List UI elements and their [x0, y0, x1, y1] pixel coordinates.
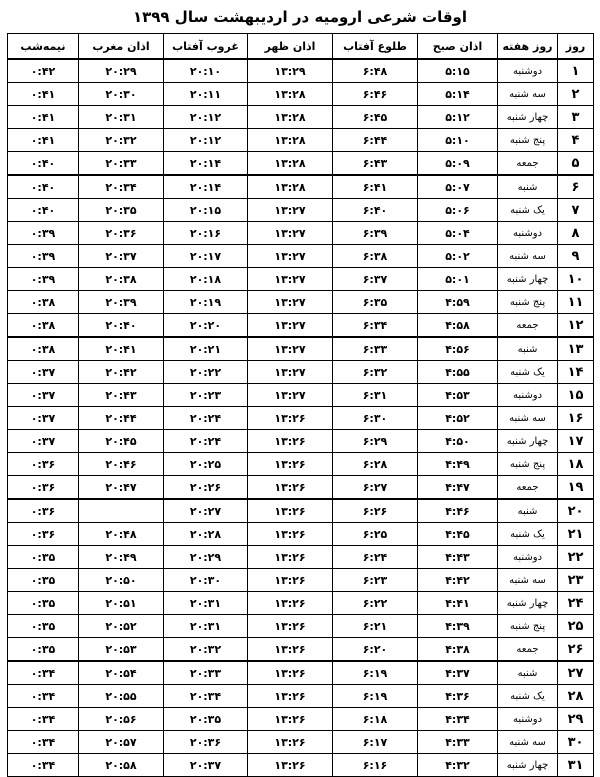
cell-sunset: ۲۰:۱۸ [164, 268, 248, 291]
cell-fajr: ۴:۵۶ [418, 337, 498, 361]
cell-sunrise: ۶:۲۰ [333, 638, 418, 662]
cell-maghrib: ۲۰:۴۲ [79, 361, 164, 384]
cell-dhuhr: ۱۳:۲۸ [248, 83, 333, 106]
cell-sunset: ۲۰:۲۸ [164, 523, 248, 546]
cell-sunset: ۲۰:۱۴ [164, 152, 248, 176]
cell-sunrise: ۶:۴۶ [333, 83, 418, 106]
cell-sunset: ۲۰:۱۱ [164, 83, 248, 106]
cell-day: ۲۴ [558, 592, 594, 615]
cell-sunset: ۲۰:۱۵ [164, 199, 248, 222]
cell-maghrib: ۲۰:۴۶ [79, 453, 164, 476]
header-row [8, 34, 594, 60]
cell-maghrib: ۲۰:۳۱ [79, 106, 164, 129]
table-row [8, 83, 594, 106]
cell-dhuhr: ۱۳:۲۶ [248, 731, 333, 754]
cell-midnight: ۰:۳۷ [8, 430, 79, 453]
table-row [8, 384, 594, 407]
cell-day: ۱۵ [558, 384, 594, 407]
cell-weekday: پنج شنبه [498, 615, 558, 638]
cell-maghrib: ۲۰:۵۵ [79, 685, 164, 708]
header-sunset: غروب آفتاب [164, 34, 248, 60]
table-row [8, 407, 594, 430]
cell-dhuhr: ۱۳:۲۷ [248, 268, 333, 291]
cell-sunset: ۲۰:۱۲ [164, 106, 248, 129]
cell-midnight: ۰:۳۹ [8, 268, 79, 291]
cell-sunset: ۲۰:۱۷ [164, 245, 248, 268]
cell-sunset: ۲۰:۲۴ [164, 407, 248, 430]
cell-sunrise: ۶:۳۴ [333, 314, 418, 338]
cell-midnight: ۰:۳۴ [8, 661, 79, 685]
cell-weekday: شنبه [498, 337, 558, 361]
table-row [8, 661, 594, 685]
cell-fajr: ۴:۴۹ [418, 453, 498, 476]
cell-dhuhr: ۱۳:۲۶ [248, 499, 333, 523]
cell-dhuhr: ۱۳:۲۶ [248, 546, 333, 569]
cell-maghrib: ۲۰:۴۵ [79, 430, 164, 453]
table-row [8, 59, 594, 83]
cell-fajr: ۴:۴۷ [418, 476, 498, 500]
cell-sunrise: ۶:۳۱ [333, 384, 418, 407]
cell-sunrise: ۶:۴۱ [333, 175, 418, 199]
table-row [8, 569, 594, 592]
cell-maghrib: ۲۰:۳۴ [79, 175, 164, 199]
cell-fajr: ۵:۰۶ [418, 199, 498, 222]
cell-weekday: جمعه [498, 152, 558, 176]
cell-sunrise: ۶:۲۸ [333, 453, 418, 476]
cell-midnight: ۰:۳۵ [8, 592, 79, 615]
cell-sunset: ۲۰:۳۵ [164, 708, 248, 731]
cell-maghrib: ۲۰:۵۱ [79, 592, 164, 615]
cell-sunrise: ۶:۴۴ [333, 129, 418, 152]
cell-midnight: ۰:۳۹ [8, 245, 79, 268]
header-dhuhr: اذان ظهر [248, 34, 333, 60]
table-row [8, 314, 594, 338]
cell-dhuhr: ۱۳:۲۷ [248, 245, 333, 268]
cell-sunset: ۲۰:۳۳ [164, 661, 248, 685]
cell-sunrise: ۶:۲۴ [333, 546, 418, 569]
cell-day: ۵ [558, 152, 594, 176]
cell-fajr: ۴:۴۵ [418, 523, 498, 546]
cell-day: ۸ [558, 222, 594, 245]
cell-day: ۲۱ [558, 523, 594, 546]
cell-maghrib: ۲۰:۴۴ [79, 407, 164, 430]
cell-midnight: ۰:۳۸ [8, 291, 79, 314]
cell-maghrib: ۲۰:۳۳ [79, 152, 164, 176]
cell-sunset: ۲۰:۲۶ [164, 476, 248, 500]
cell-weekday: پنج شنبه [498, 291, 558, 314]
cell-maghrib: ۲۰:۳۲ [79, 129, 164, 152]
cell-dhuhr: ۱۳:۲۹ [248, 59, 333, 83]
cell-sunset: ۲۰:۱۰ [164, 59, 248, 83]
cell-day: ۲۶ [558, 638, 594, 662]
cell-midnight: ۰:۳۴ [8, 731, 79, 754]
cell-maghrib: ۲۰:۵۶ [79, 708, 164, 731]
cell-day: ۲۵ [558, 615, 594, 638]
cell-midnight: ۰:۳۴ [8, 754, 79, 777]
cell-day: ۲۷ [558, 661, 594, 685]
cell-fajr: ۵:۱۵ [418, 59, 498, 83]
table-row [8, 754, 594, 777]
table-row [8, 592, 594, 615]
table-row [8, 361, 594, 384]
table-row [8, 222, 594, 245]
cell-maghrib: ۲۰:۴۸ [79, 523, 164, 546]
cell-maghrib: ۲۰:۳۹ [79, 291, 164, 314]
cell-sunset: ۲۰:۳۲ [164, 638, 248, 662]
cell-day: ۱۷ [558, 430, 594, 453]
table-row [8, 175, 594, 199]
header-weekday: روز هفته [498, 34, 558, 60]
page-title: اوقات شرعی ارومیه در اردیبهشت سال ۱۳۹۹ [132, 8, 468, 26]
cell-midnight: ۰:۳۵ [8, 569, 79, 592]
cell-weekday: سه شنبه [498, 407, 558, 430]
cell-weekday: جمعه [498, 314, 558, 338]
cell-day: ۱۹ [558, 476, 594, 500]
cell-dhuhr: ۱۳:۲۶ [248, 661, 333, 685]
cell-fajr: ۴:۳۷ [418, 661, 498, 685]
cell-maghrib: ۲۰:۳۷ [79, 245, 164, 268]
header-sunrise: طلوع آفتاب [333, 34, 418, 60]
cell-dhuhr: ۱۳:۲۶ [248, 569, 333, 592]
cell-sunrise: ۶:۳۷ [333, 268, 418, 291]
table-row [8, 268, 594, 291]
cell-sunset: ۲۰:۲۰ [164, 314, 248, 338]
table-row [8, 638, 594, 662]
table-row [8, 129, 594, 152]
cell-fajr: ۵:۰۱ [418, 268, 498, 291]
cell-maghrib: ۲۰:۴۰ [79, 314, 164, 338]
cell-maghrib: ۲۰:۵۴ [79, 661, 164, 685]
cell-fajr: ۵:۱۰ [418, 129, 498, 152]
table-row [8, 476, 594, 500]
table-row [8, 546, 594, 569]
cell-day: ۳۱ [558, 754, 594, 777]
cell-sunrise: ۶:۱۶ [333, 754, 418, 777]
cell-sunrise: ۶:۴۸ [333, 59, 418, 83]
cell-fajr: ۴:۳۲ [418, 754, 498, 777]
cell-fajr: ۴:۳۳ [418, 731, 498, 754]
cell-dhuhr: ۱۳:۲۶ [248, 708, 333, 731]
cell-sunrise: ۶:۳۵ [333, 291, 418, 314]
cell-sunset: ۲۰:۲۵ [164, 453, 248, 476]
cell-day: ۱۱ [558, 291, 594, 314]
prayer-times-table [7, 33, 594, 777]
cell-midnight: ۰:۴۱ [8, 83, 79, 106]
cell-sunrise: ۶:۳۳ [333, 337, 418, 361]
cell-sunset: ۲۰:۳۱ [164, 615, 248, 638]
cell-day: ۲۰ [558, 499, 594, 523]
cell-sunrise: ۶:۳۸ [333, 245, 418, 268]
cell-sunset: ۲۰:۳۶ [164, 731, 248, 754]
cell-weekday: چهار شنبه [498, 592, 558, 615]
cell-fajr: ۵:۱۴ [418, 83, 498, 106]
cell-midnight: ۰:۳۷ [8, 407, 79, 430]
cell-weekday: شنبه [498, 661, 558, 685]
cell-day: ۱۶ [558, 407, 594, 430]
cell-day: ۳۰ [558, 731, 594, 754]
cell-weekday: سه شنبه [498, 731, 558, 754]
table-row [8, 337, 594, 361]
cell-fajr: ۴:۴۳ [418, 546, 498, 569]
cell-sunrise: ۶:۱۹ [333, 661, 418, 685]
table-row [8, 615, 594, 638]
cell-sunset: ۲۰:۱۲ [164, 129, 248, 152]
cell-midnight: ۰:۳۵ [8, 546, 79, 569]
cell-dhuhr: ۱۳:۲۷ [248, 361, 333, 384]
cell-sunset: ۲۰:۳۴ [164, 685, 248, 708]
cell-fajr: ۵:۰۲ [418, 245, 498, 268]
cell-maghrib: ۲۰:۴۹ [79, 546, 164, 569]
cell-dhuhr: ۱۳:۲۷ [248, 199, 333, 222]
cell-sunset: ۲۰:۲۲ [164, 361, 248, 384]
cell-day: ۱۸ [558, 453, 594, 476]
cell-dhuhr: ۱۳:۲۸ [248, 152, 333, 176]
cell-fajr: ۴:۴۲ [418, 569, 498, 592]
cell-dhuhr: ۱۳:۲۶ [248, 615, 333, 638]
cell-fajr: ۴:۳۴ [418, 708, 498, 731]
cell-maghrib: ۲۰:۳۵ [79, 199, 164, 222]
cell-sunrise: ۶:۱۹ [333, 685, 418, 708]
header-midnight: نیمه‌شب [8, 34, 79, 60]
cell-day: ۹ [558, 245, 594, 268]
cell-day: ۱ [558, 59, 594, 83]
cell-midnight: ۰:۳۶ [8, 476, 79, 500]
cell-weekday: پنج شنبه [498, 129, 558, 152]
cell-sunrise: ۶:۴۰ [333, 199, 418, 222]
cell-maghrib: ۲۰:۴۷ [79, 476, 164, 500]
cell-weekday: شنبه [498, 499, 558, 523]
cell-weekday: پنج شنبه [498, 453, 558, 476]
cell-day: ۱۴ [558, 361, 594, 384]
cell-day: ۲۹ [558, 708, 594, 731]
cell-midnight: ۰:۴۰ [8, 152, 79, 176]
cell-midnight: ۰:۴۲ [8, 59, 79, 83]
cell-midnight: ۰:۳۴ [8, 685, 79, 708]
cell-maghrib: ۲۰:۵۸ [79, 754, 164, 777]
cell-fajr: ۵:۰۷ [418, 175, 498, 199]
cell-dhuhr: ۱۳:۲۶ [248, 638, 333, 662]
cell-midnight: ۰:۳۵ [8, 615, 79, 638]
cell-fajr: ۴:۵۵ [418, 361, 498, 384]
cell-maghrib: ۲۰:۲۹ [79, 59, 164, 83]
table-row [8, 245, 594, 268]
cell-weekday: دوشنبه [498, 222, 558, 245]
table-row [8, 291, 594, 314]
cell-sunrise: ۶:۳۲ [333, 361, 418, 384]
cell-sunrise: ۶:۲۷ [333, 476, 418, 500]
cell-day: ۲۲ [558, 546, 594, 569]
header-fajr: اذان صبح [418, 34, 498, 60]
cell-day: ۲ [558, 83, 594, 106]
cell-weekday: یک شنبه [498, 523, 558, 546]
cell-fajr: ۵:۰۹ [418, 152, 498, 176]
cell-weekday: چهار شنبه [498, 430, 558, 453]
cell-dhuhr: ۱۳:۲۶ [248, 592, 333, 615]
cell-sunrise: ۶:۲۹ [333, 430, 418, 453]
cell-fajr: ۴:۵۲ [418, 407, 498, 430]
cell-fajr: ۴:۳۹ [418, 615, 498, 638]
cell-maghrib: ۲۰:۳۶ [79, 222, 164, 245]
cell-dhuhr: ۱۳:۲۶ [248, 685, 333, 708]
cell-day: ۱۰ [558, 268, 594, 291]
cell-weekday: یک شنبه [498, 199, 558, 222]
cell-maghrib: ۲۰:۳۰ [79, 83, 164, 106]
cell-weekday: چهار شنبه [498, 106, 558, 129]
cell-fajr: ۴:۵۳ [418, 384, 498, 407]
cell-weekday: جمعه [498, 638, 558, 662]
table-row [8, 430, 594, 453]
cell-sunrise: ۶:۱۸ [333, 708, 418, 731]
cell-midnight: ۰:۳۷ [8, 361, 79, 384]
table-row [8, 152, 594, 176]
table-row [8, 731, 594, 754]
cell-dhuhr: ۱۳:۲۶ [248, 523, 333, 546]
cell-fajr: ۴:۳۶ [418, 685, 498, 708]
cell-dhuhr: ۱۳:۲۶ [248, 430, 333, 453]
cell-sunset: ۲۰:۱۶ [164, 222, 248, 245]
cell-sunrise: ۶:۴۵ [333, 106, 418, 129]
cell-weekday: سه شنبه [498, 245, 558, 268]
cell-day: ۳ [558, 106, 594, 129]
cell-sunset: ۲۰:۳۰ [164, 569, 248, 592]
table-row [8, 523, 594, 546]
cell-fajr: ۴:۳۸ [418, 638, 498, 662]
cell-dhuhr: ۱۳:۲۷ [248, 337, 333, 361]
cell-fajr: ۵:۰۴ [418, 222, 498, 245]
cell-sunset: ۲۰:۲۳ [164, 384, 248, 407]
cell-fajr: ۴:۵۹ [418, 291, 498, 314]
header-day: روز [558, 34, 594, 60]
cell-fajr: ۴:۴۶ [418, 499, 498, 523]
cell-dhuhr: ۱۳:۲۷ [248, 384, 333, 407]
cell-weekday: یک شنبه [498, 685, 558, 708]
cell-sunrise: ۶:۳۰ [333, 407, 418, 430]
cell-day: ۲۳ [558, 569, 594, 592]
cell-weekday: دوشنبه [498, 708, 558, 731]
cell-weekday: یک شنبه [498, 361, 558, 384]
cell-dhuhr: ۱۳:۲۷ [248, 314, 333, 338]
cell-dhuhr: ۱۳:۲۶ [248, 476, 333, 500]
cell-maghrib: ۲۰:۵۲ [79, 615, 164, 638]
cell-weekday: چهار شنبه [498, 268, 558, 291]
cell-day: ۷ [558, 199, 594, 222]
cell-fajr: ۴:۵۰ [418, 430, 498, 453]
cell-dhuhr: ۱۳:۲۶ [248, 754, 333, 777]
cell-sunset: ۲۰:۱۴ [164, 175, 248, 199]
cell-sunset: ۲۰:۱۹ [164, 291, 248, 314]
cell-weekday: دوشنبه [498, 59, 558, 83]
cell-sunset: ۲۰:۲۹ [164, 546, 248, 569]
cell-maghrib: ۲۰:۵۳ [79, 638, 164, 662]
cell-midnight: ۰:۳۶ [8, 453, 79, 476]
cell-sunrise: ۶:۴۳ [333, 152, 418, 176]
cell-midnight: ۰:۴۰ [8, 199, 79, 222]
cell-midnight: ۰:۳۹ [8, 222, 79, 245]
cell-sunset: ۲۰:۳۷ [164, 754, 248, 777]
cell-weekday: سه شنبه [498, 569, 558, 592]
cell-dhuhr: ۱۳:۲۸ [248, 129, 333, 152]
cell-maghrib: ۲۰:۴۱ [79, 337, 164, 361]
cell-midnight: ۰:۳۸ [8, 337, 79, 361]
cell-fajr: ۵:۱۲ [418, 106, 498, 129]
cell-sunset: ۲۰:۳۱ [164, 592, 248, 615]
cell-midnight: ۰:۳۸ [8, 314, 79, 338]
cell-midnight: ۰:۳۶ [8, 499, 79, 523]
cell-sunrise: ۶:۳۹ [333, 222, 418, 245]
cell-midnight: ۰:۴۰ [8, 175, 79, 199]
cell-day: ۱۳ [558, 337, 594, 361]
table-row [8, 106, 594, 129]
cell-midnight: ۰:۴۱ [8, 129, 79, 152]
cell-dhuhr: ۱۳:۲۷ [248, 291, 333, 314]
cell-maghrib: ۲۰:۵۷ [79, 731, 164, 754]
cell-weekday: دوشنبه [498, 546, 558, 569]
cell-maghrib: ۲۰:۴۳ [79, 384, 164, 407]
cell-weekday: جمعه [498, 476, 558, 500]
cell-midnight: ۰:۳۴ [8, 708, 79, 731]
cell-sunrise: ۶:۲۳ [333, 569, 418, 592]
cell-midnight: ۰:۴۱ [8, 106, 79, 129]
cell-day: ۴ [558, 129, 594, 152]
cell-midnight: ۰:۳۶ [8, 523, 79, 546]
cell-sunrise: ۶:۲۲ [333, 592, 418, 615]
table-row [8, 708, 594, 731]
cell-midnight: ۰:۳۷ [8, 384, 79, 407]
header-maghrib: اذان مغرب [79, 34, 164, 60]
table-row [8, 199, 594, 222]
cell-maghrib: ۲۰:۵۰ [79, 569, 164, 592]
cell-weekday: شنبه [498, 175, 558, 199]
cell-weekday: سه شنبه [498, 83, 558, 106]
cell-weekday: دوشنبه [498, 384, 558, 407]
cell-sunrise: ۶:۲۱ [333, 615, 418, 638]
cell-maghrib: ۲۰:۳۸ [79, 268, 164, 291]
cell-midnight: ۰:۳۵ [8, 638, 79, 662]
cell-dhuhr: ۱۳:۲۸ [248, 106, 333, 129]
cell-weekday: چهار شنبه [498, 754, 558, 777]
cell-sunset: ۲۰:۲۴ [164, 430, 248, 453]
cell-sunrise: ۶:۱۷ [333, 731, 418, 754]
cell-dhuhr: ۱۳:۲۷ [248, 222, 333, 245]
cell-day: ۲۸ [558, 685, 594, 708]
cell-sunrise: ۶:۲۵ [333, 523, 418, 546]
cell-fajr: ۴:۴۱ [418, 592, 498, 615]
cell-dhuhr: ۱۳:۲۸ [248, 175, 333, 199]
cell-sunrise: ۶:۲۶ [333, 499, 418, 523]
table-row [8, 453, 594, 476]
table-row [8, 499, 594, 523]
cell-day: ۱۲ [558, 314, 594, 338]
table-row [8, 685, 594, 708]
cell-fajr: ۴:۵۸ [418, 314, 498, 338]
cell-day: ۶ [558, 175, 594, 199]
cell-sunset: ۲۰:۲۷ [164, 499, 248, 523]
cell-maghrib [79, 499, 164, 523]
cell-dhuhr: ۱۳:۲۶ [248, 453, 333, 476]
cell-dhuhr: ۱۳:۲۶ [248, 407, 333, 430]
cell-sunset: ۲۰:۲۱ [164, 337, 248, 361]
